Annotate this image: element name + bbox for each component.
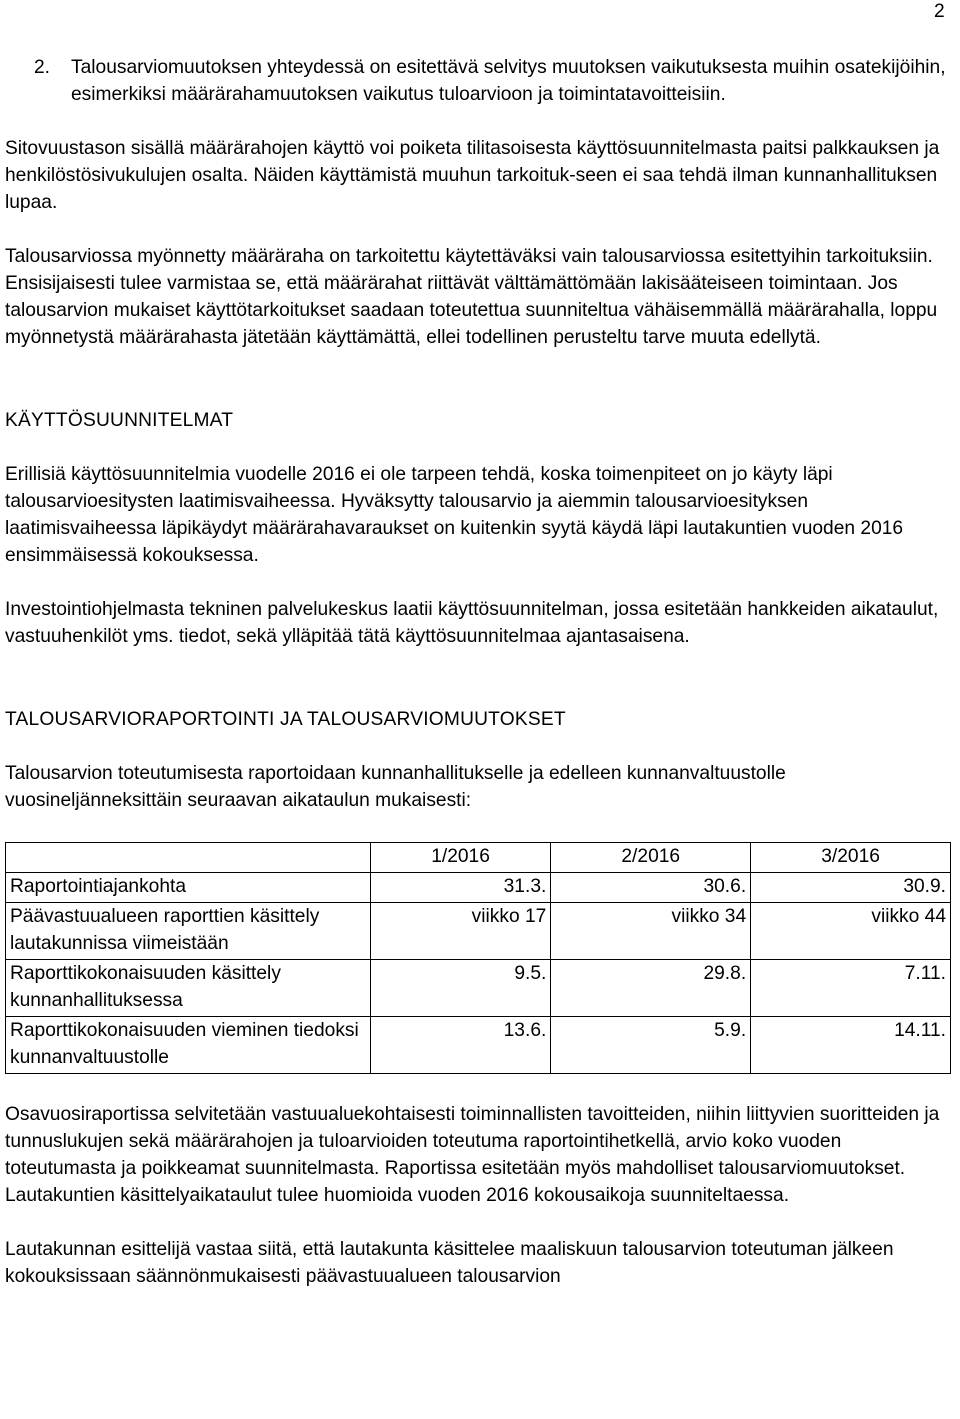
table-cell: 14.11. bbox=[751, 1017, 951, 1074]
table-header-cell: 1/2016 bbox=[370, 843, 551, 873]
section-heading-raportointi: TALOUSARVIORAPORTOINTI JA TALOUSARVIOMUUTOKSET bbox=[5, 709, 566, 730]
paragraph-kayttosuunnitelmat-2: Investointiohjelmasta tekninen palvelukeskus laatii käyttösuunnitelman, jossa esitetään hankkeiden aikataulut, vastuuhenkilöt yms. tiedot, sekä ylläpitää tätä käyttösuunnitelmaa ajantasaisena. bbox=[5, 599, 939, 647]
list-item-number: 2. bbox=[34, 57, 51, 78]
table-row bbox=[6, 960, 951, 1017]
table-cell-label: Päävastuualueen raporttien käsittely lautakunnissa viimeistään bbox=[6, 903, 371, 960]
reporting-schedule-table bbox=[5, 842, 951, 1074]
table-cell-label: Raporttikokonaisuuden käsittely kunnanhallituksessa bbox=[6, 960, 371, 1017]
paragraph-maararaha-kaytto: Talousarviossa myönnetty määräraha on tarkoitettu käytettäväksi vain talousarviossa esitettyihin tarkoituksiin. Ensisijaisesti tulee varmistaa se, että määrärahat riittävät välttämättömään lakisääteiseen toimintaan. Jos talousarvion mukaiset käyttötarkoitukset saadaan toteutettua suunniteltua vähäisemmällä määrärahalla, loppu myönnetystä määrärahasta jätetään käyttämättä, ellei todellinen perusteltu tarve muuta edellytä. bbox=[5, 246, 938, 348]
table-cell: viikko 34 bbox=[551, 903, 751, 960]
table-row bbox=[6, 873, 951, 903]
table-row bbox=[6, 1017, 951, 1074]
table-header-cell: 3/2016 bbox=[751, 843, 951, 873]
table-cell: 29.8. bbox=[551, 960, 751, 1017]
paragraph-lautakunnan-esittelija: Lautakunnan esittelijä vastaa siitä, että lautakunta käsittelee maaliskuun talousarvion toteutuman jälkeen kokouksissaan säännönmukaisesti päävastuualueen talousarvion bbox=[5, 1239, 894, 1287]
table-cell-label: Raporttikokonaisuuden vieminen tiedoksi kunnanvaltuustolle bbox=[6, 1017, 371, 1074]
table-cell: viikko 17 bbox=[370, 903, 551, 960]
table-cell: 31.3. bbox=[370, 873, 551, 903]
table-header-cell: 2/2016 bbox=[551, 843, 751, 873]
list-item-text: Talousarviomuutoksen yhteydessä on esitettävä selvitys muutoksen vaikutuksesta muihin osatekijöihin, esimerkiksi määrärahamuutoksen vaikutus tuloarvioon ja toimintatavoitteisiin. bbox=[71, 57, 946, 105]
paragraph-kayttosuunnitelmat-1: Erillisiä käyttösuunnitelmia vuodelle 2016 ei ole tarpeen tehdä, koska toimenpiteet on jo käyty läpi talousarvioesitysten laatimisvaiheessa. Hyväksytty talousarvio ja aiemmin talousarvioesityksen laatimisvaiheessa läpikäydyt määrärahavaraukset on kuitenkin syytä käydä läpi lautakuntien vuoden 2016 ensimmäisessä kokouksessa. bbox=[5, 464, 904, 566]
table-cell: 5.9. bbox=[551, 1017, 751, 1074]
table-header-cell bbox=[6, 843, 371, 873]
table-cell: 7.11. bbox=[751, 960, 951, 1017]
table-cell: 13.6. bbox=[370, 1017, 551, 1074]
table-header-row bbox=[6, 843, 951, 873]
document-body bbox=[5, 54, 955, 1290]
table-row bbox=[6, 903, 951, 960]
table-cell: 9.5. bbox=[370, 960, 551, 1017]
paragraph-osavuosiraportti: Osavuosiraportissa selvitetään vastuualuekohtaisesti toiminnallisten tavoitteiden, niihin liittyvien suoritteiden ja tunnuslukujen sekä määrärahojen ja tuloarvioiden toteutuma raportointihetkellä, arvio koko vuoden toteutumasta ja poikkeamat suunnitelmasta. Raportissa esitetään myös mahdolliset talousarviomuutokset. Lautakuntien käsittelyaikataulut tulee huomioida vuoden 2016 kokousaikoja suunniteltaessa. bbox=[5, 1104, 940, 1206]
table-cell: 30.6. bbox=[551, 873, 751, 903]
table-cell: 30.9. bbox=[751, 873, 951, 903]
section-heading-kayttosuunnitelmat: KÄYTTÖSUUNNITELMAT bbox=[5, 410, 234, 431]
paragraph-sitovuustaso: Sitovuustason sisällä määrärahojen käyttö voi poiketa tilitasoisesta käyttösuunnitelmasta paitsi palkkauksen ja henkilöstösivukulujen osalta. Näiden käyttämistä muuhun tarkoituk-seen ei saa tehdä ilman kunnanhallituksen lupaa. bbox=[5, 138, 940, 213]
numbered-list-item bbox=[5, 54, 955, 108]
table-cell: viikko 44 bbox=[751, 903, 951, 960]
table-cell-label: Raportointiajankohta bbox=[6, 873, 371, 903]
paragraph-raportointi-intro: Talousarvion toteutumisesta raportoidaan kunnanhallitukselle ja edelleen kunnanvaltuustolle vuosineljänneksittäin seuraavan aikataulun mukaisesti: bbox=[5, 763, 786, 811]
page-number: 2 bbox=[934, 1, 945, 22]
